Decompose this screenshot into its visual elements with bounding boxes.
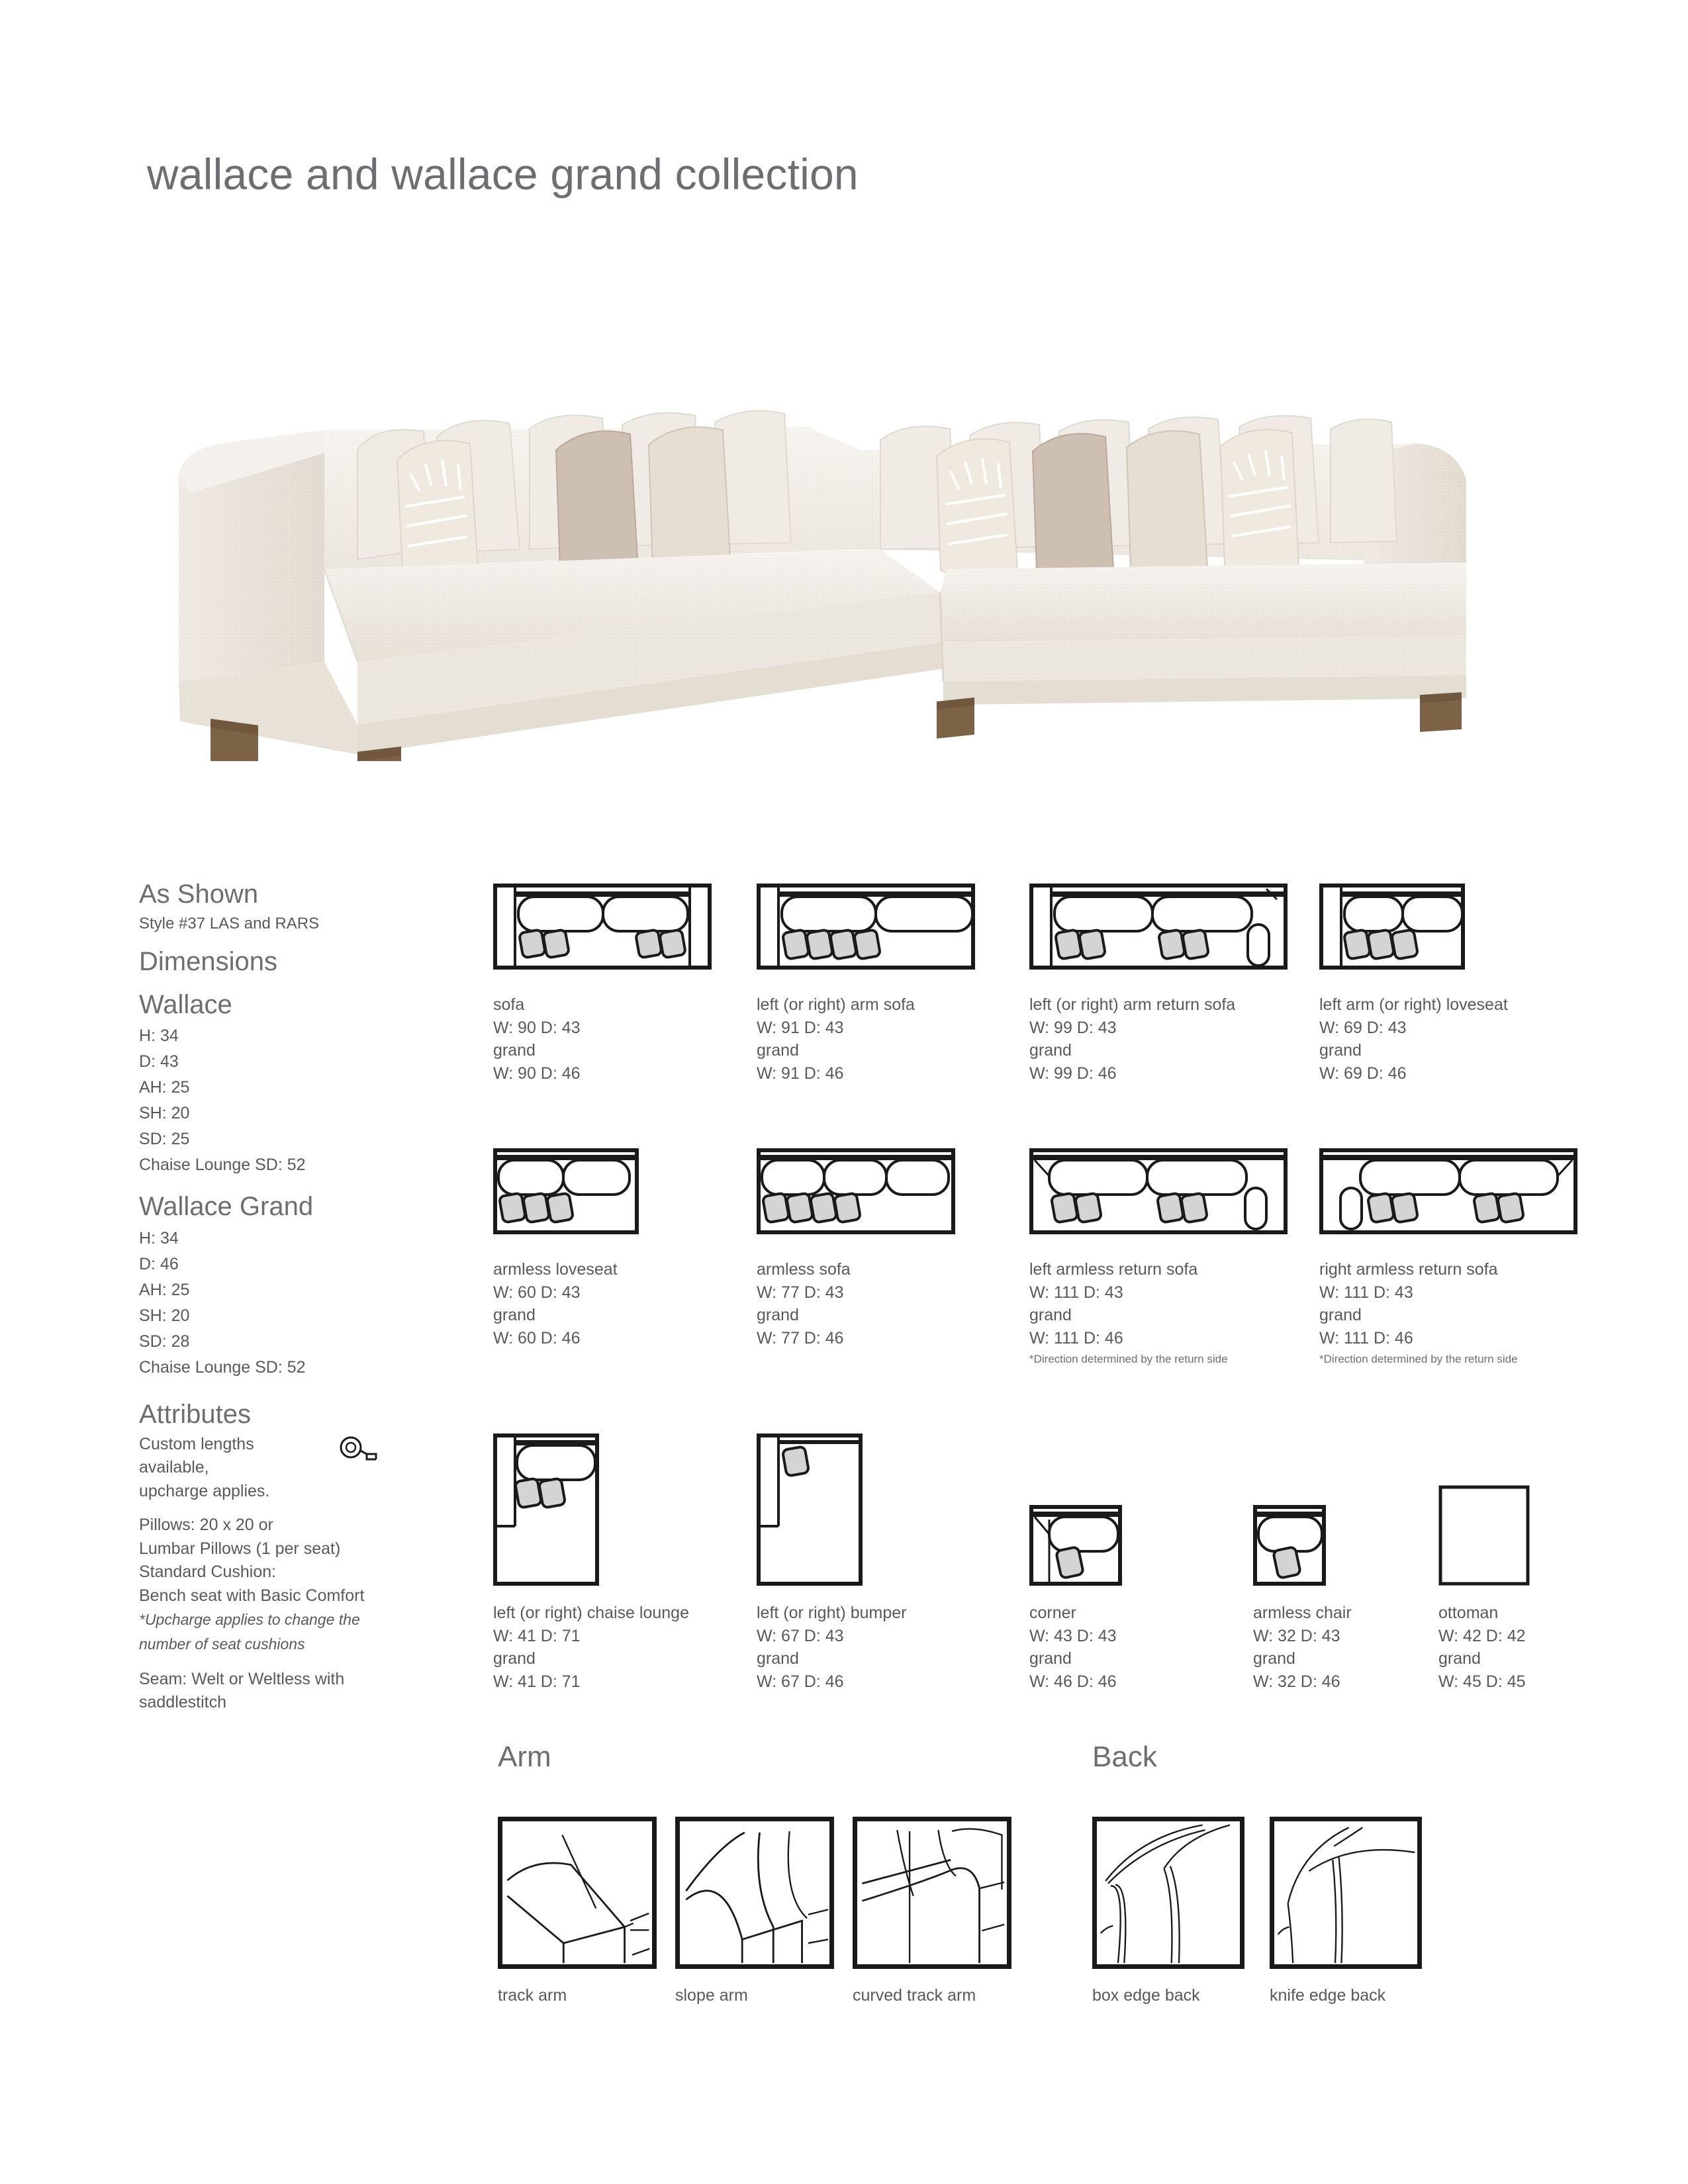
piece-left-armless-return-sofa — [1029, 1148, 1314, 1367]
arm-option-label: curved track arm — [853, 1986, 976, 2005]
arm-option-label: slope arm — [675, 1986, 748, 2005]
arm-option-slope — [675, 1817, 834, 2005]
piece-name: armless loveseat — [493, 1260, 618, 1279]
cushion-note-line2: number of seat cushions — [139, 1635, 305, 1653]
grand-dim-chaise: Chaise Lounge SD: 52 — [139, 1357, 306, 1377]
grand-dim-d: D: 46 — [139, 1254, 179, 1273]
piece-grand-dims: W: 69 D: 46 — [1319, 1064, 1407, 1083]
piece-label — [757, 1258, 1021, 1349]
piece-grand-word: grand — [1029, 1649, 1072, 1668]
piece-std-dims: W: 91 D: 43 — [757, 1018, 844, 1037]
page-title: wallace and wallace grand collection — [147, 150, 859, 199]
piece-name: ottoman — [1438, 1604, 1499, 1622]
piece-grand-dims: W: 60 D: 46 — [493, 1328, 581, 1347]
piece-name: armless chair — [1253, 1604, 1352, 1622]
piece-name: left arm (or right) loveseat — [1319, 995, 1508, 1014]
chaise-lounge-plan-icon — [493, 1433, 745, 1586]
wallace-grand-heading: Wallace Grand — [139, 1192, 314, 1222]
piece-right-armless-return-sofa — [1319, 1148, 1611, 1367]
track-arm-icon — [498, 1817, 657, 1969]
bumper-plan-icon — [757, 1433, 1008, 1586]
piece-grand-dims: W: 46 D: 46 — [1029, 1672, 1117, 1691]
pillows-line1: Pillows: 20 x 20 or — [139, 1516, 273, 1535]
armless-sofa-plan-icon — [757, 1148, 1021, 1234]
piece-std-dims: W: 32 D: 43 — [1253, 1626, 1340, 1645]
left-armless-return-sofa-plan-icon — [1029, 1148, 1314, 1234]
arm-option-curved-track — [853, 1817, 1011, 2005]
piece-grand-word: grand — [1029, 1041, 1072, 1060]
piece-std-dims: W: 41 D: 71 — [493, 1626, 581, 1645]
right-armless-return-sofa-plan-icon — [1319, 1148, 1611, 1234]
wallace-dim-h: H: 34 — [139, 1026, 179, 1046]
sidebar — [139, 880, 490, 1715]
hero-product-photo — [159, 351, 1523, 761]
cushion-line1: Standard Cushion: — [139, 1563, 277, 1582]
armless-loveseat-plan-icon — [493, 1148, 731, 1234]
slope-arm-icon — [675, 1817, 834, 1969]
piece-ottoman — [1438, 1423, 1624, 1693]
left-arm-return-sofa-plan-icon — [1029, 884, 1314, 970]
corner-plan-icon — [1029, 1505, 1221, 1586]
piece-label — [493, 993, 731, 1085]
piece-name: left (or right) arm sofa — [757, 995, 915, 1014]
piece-grand-dims: W: 90 D: 46 — [493, 1064, 581, 1083]
arm-option-track — [498, 1817, 657, 2005]
piece-grand-word: grand — [493, 1041, 536, 1060]
piece-grand-dims: W: 41 D: 71 — [493, 1672, 581, 1691]
piece-grand-word: grand — [1319, 1041, 1362, 1060]
piece-name: left (or right) bumper — [757, 1604, 907, 1622]
piece-label — [1029, 1258, 1314, 1349]
tape-measure-icon — [338, 1434, 379, 1465]
left-arm-loveseat-plan-icon — [1319, 884, 1597, 970]
back-option-label: knife edge back — [1270, 1986, 1386, 2005]
piece-std-dims: W: 111 D: 43 — [1319, 1283, 1413, 1302]
piece-left-arm-return-sofa — [1029, 884, 1314, 1085]
wallace-dim-sh: SH: 20 — [139, 1104, 190, 1123]
box-edge-back-icon — [1092, 1817, 1244, 1969]
piece-grand-dims: W: 111 D: 46 — [1029, 1328, 1123, 1347]
piece-std-dims: W: 67 D: 43 — [757, 1626, 844, 1645]
piece-label — [1438, 1602, 1624, 1693]
piece-name: left armless return sofa — [1029, 1260, 1198, 1279]
piece-grand-word: grand — [1253, 1649, 1295, 1668]
grand-dim-h: H: 34 — [139, 1228, 179, 1248]
wallace-dim-d: D: 43 — [139, 1052, 179, 1071]
cushion-line2: Bench seat with Basic Comfort — [139, 1586, 365, 1605]
piece-grand-dims: W: 77 D: 46 — [757, 1328, 844, 1347]
piece-grand-word: grand — [757, 1041, 799, 1060]
piece-name: left (or right) chaise lounge — [493, 1604, 689, 1622]
ottoman-plan-icon — [1438, 1485, 1624, 1586]
grand-dim-sd: SD: 28 — [139, 1332, 190, 1351]
piece-sofa — [493, 884, 731, 1085]
piece-label — [1319, 993, 1597, 1085]
left-arm-sofa-plan-icon — [757, 884, 1021, 970]
piece-grand-dims: W: 111 D: 46 — [1319, 1328, 1413, 1347]
piece-grand-word: grand — [493, 1649, 536, 1668]
custom-lengths-line1: Custom lengths — [139, 1434, 254, 1453]
piece-grand-word: grand — [1319, 1306, 1362, 1324]
sofa-plan-icon — [493, 884, 731, 970]
as-shown-style: Style #37 LAS and RARS — [139, 915, 320, 933]
piece-grand-word: grand — [757, 1649, 799, 1668]
piece-name: armless sofa — [757, 1260, 851, 1279]
attributes-heading: Attributes — [139, 1399, 251, 1429]
piece-name: right armless return sofa — [1319, 1260, 1498, 1279]
piece-label — [1029, 993, 1314, 1085]
dimensions-heading: Dimensions — [139, 946, 277, 976]
piece-grand-dims: W: 45 D: 45 — [1438, 1672, 1526, 1691]
piece-direction-note: *Direction determined by the return side — [1319, 1353, 1518, 1365]
wallace-dim-ah: AH: 25 — [139, 1078, 190, 1097]
piece-left-arm-loveseat — [1319, 884, 1597, 1085]
piece-label — [1319, 1258, 1611, 1349]
piece-std-dims: W: 99 D: 43 — [1029, 1018, 1117, 1037]
back-section-heading: Back — [1092, 1741, 1157, 1773]
piece-name: left (or right) arm return sofa — [1029, 995, 1236, 1014]
piece-std-dims: W: 43 D: 43 — [1029, 1626, 1117, 1645]
piece-std-dims: W: 111 D: 43 — [1029, 1283, 1123, 1302]
grand-dim-sh: SH: 20 — [139, 1306, 190, 1325]
seam-line2: saddlestitch — [139, 1693, 227, 1712]
wallace-dim-sd: SD: 25 — [139, 1130, 190, 1149]
piece-grand-word: grand — [1029, 1306, 1072, 1324]
piece-std-dims: W: 77 D: 43 — [757, 1283, 844, 1302]
piece-grand-word: grand — [1438, 1649, 1481, 1668]
pillows-line2: Lumbar Pillows (1 per seat) — [139, 1539, 341, 1558]
piece-label — [493, 1258, 731, 1349]
piece-grand-dims: W: 67 D: 46 — [757, 1672, 844, 1691]
piece-left-arm-sofa — [757, 884, 1021, 1085]
back-option-label: box edge back — [1092, 1986, 1200, 2005]
wallace-dim-chaise: Chaise Lounge SD: 52 — [139, 1156, 306, 1175]
piece-grand-word: grand — [757, 1306, 799, 1324]
piece-armless-loveseat — [493, 1148, 731, 1349]
piece-label — [1029, 1602, 1221, 1693]
piece-armless-sofa — [757, 1148, 1021, 1349]
curved-track-arm-icon — [853, 1817, 1011, 1969]
armless-chair-plan-icon — [1253, 1505, 1438, 1586]
arm-option-label: track arm — [498, 1986, 567, 2005]
cushion-note-line1: *Upcharge applies to change the — [139, 1611, 360, 1629]
piece-std-dims: W: 69 D: 43 — [1319, 1018, 1407, 1037]
piece-grand-dims: W: 99 D: 46 — [1029, 1064, 1117, 1083]
piece-std-dims: W: 42 D: 42 — [1438, 1626, 1526, 1645]
custom-lengths-block — [139, 1433, 490, 1504]
back-option-knife-edge — [1270, 1817, 1422, 2005]
seam-line1: Seam: Welt or Weltless with — [139, 1669, 345, 1688]
piece-name: corner — [1029, 1604, 1076, 1622]
piece-std-dims: W: 90 D: 43 — [493, 1018, 581, 1037]
wallace-heading: Wallace — [139, 990, 232, 1020]
piece-direction-note: *Direction determined by the return side — [1029, 1353, 1228, 1365]
piece-grand-dims: W: 32 D: 46 — [1253, 1672, 1340, 1691]
knife-edge-back-icon — [1270, 1817, 1422, 1969]
piece-grand-word: grand — [493, 1306, 536, 1324]
piece-label — [493, 1602, 745, 1693]
piece-label — [757, 993, 1021, 1085]
piece-grand-dims: W: 91 D: 46 — [757, 1064, 844, 1083]
grand-dim-ah: AH: 25 — [139, 1280, 190, 1299]
piece-label — [757, 1602, 1008, 1693]
piece-corner — [1029, 1423, 1221, 1693]
piece-bumper — [757, 1423, 1008, 1693]
piece-diagram-grid — [493, 884, 1618, 1701]
piece-name: sofa — [493, 995, 525, 1014]
piece-label — [1253, 1602, 1438, 1693]
as-shown-heading: As Shown — [139, 880, 259, 909]
piece-chaise-lounge — [493, 1423, 745, 1693]
custom-lengths-line2: available, — [139, 1458, 209, 1477]
piece-std-dims: W: 60 D: 43 — [493, 1283, 581, 1302]
back-option-box-edge — [1092, 1817, 1244, 2005]
arm-section-heading: Arm — [498, 1741, 551, 1773]
piece-armless-chair — [1253, 1423, 1438, 1693]
custom-lengths-line3: upcharge applies. — [139, 1481, 270, 1500]
